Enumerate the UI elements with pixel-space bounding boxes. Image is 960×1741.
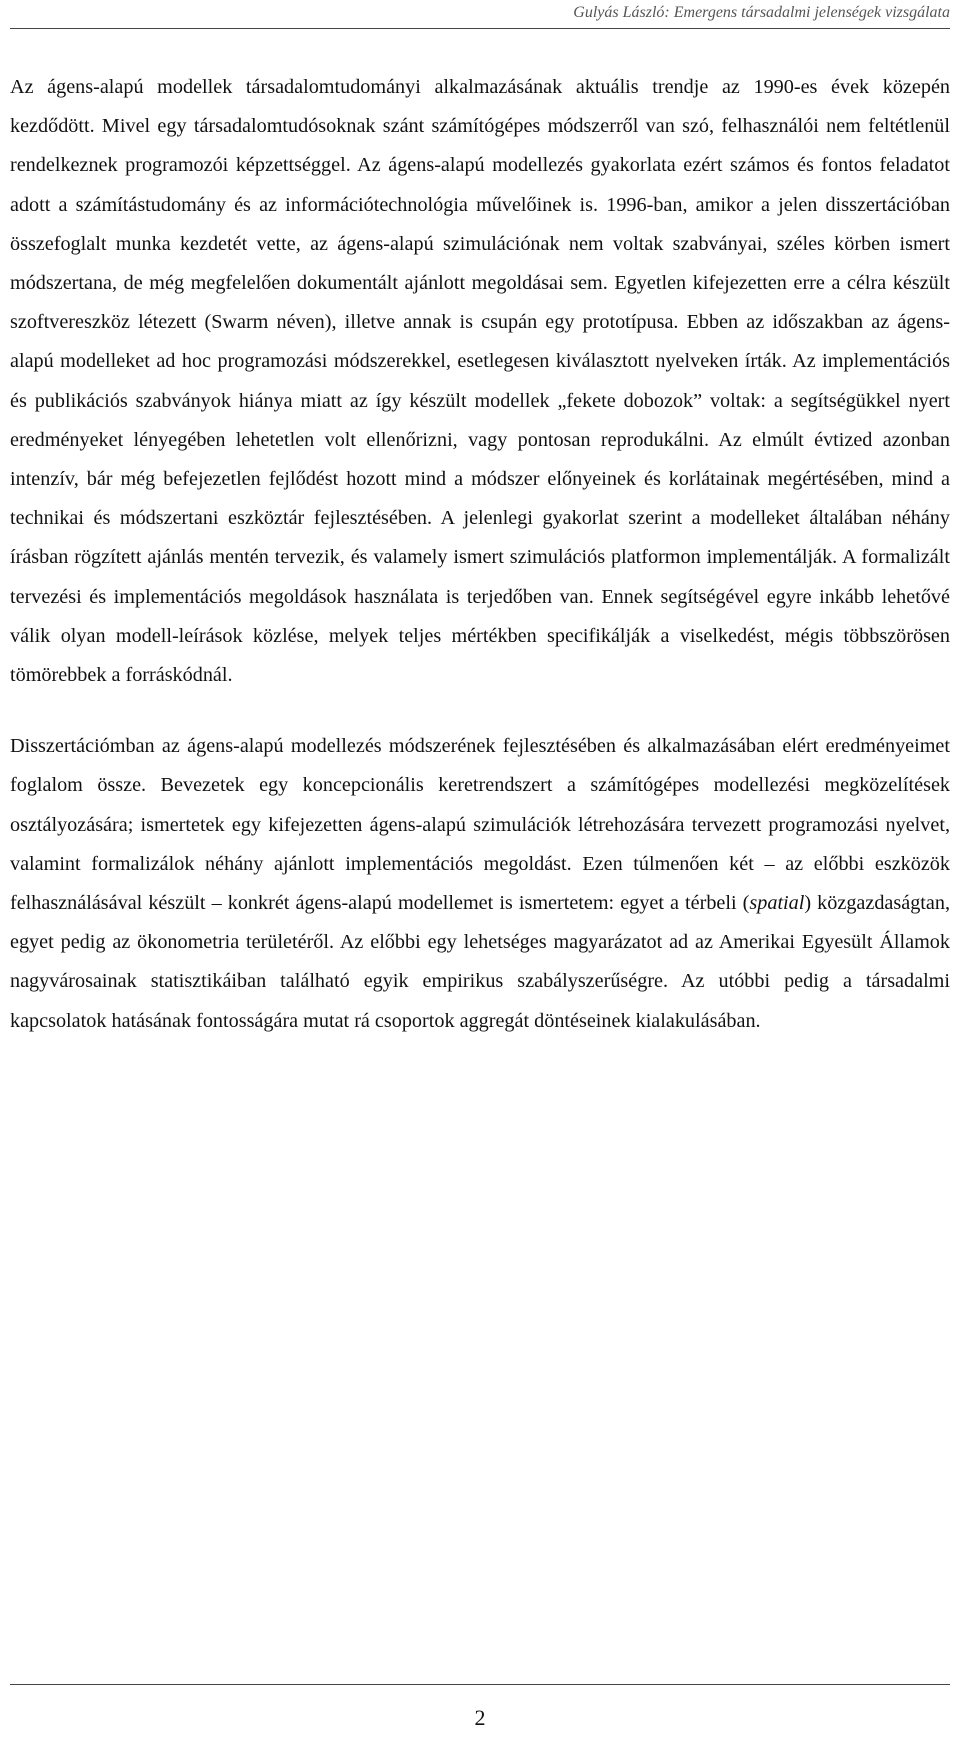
page-number: 2 xyxy=(474,1705,486,1730)
running-title: Gulyás László: Emergens társadalmi jelenségek vizsgálata xyxy=(573,4,950,21)
paragraph-2-part-1: Disszertációmban az ágens-alapú modellezés módszerének fejlesztésében és alkalmazásában elért eredményeimet foglalom össze. Bevezetek egy koncepcionális keretrendszert a számítógépes modellezési megközelítések osztályozására; ismertetek egy kifejezetten ágens-alapú szimulációk létrehozására tervezett programozási nyelvet, valamint formalizálok néhány ajánlott implementációs megoldást. Ezen túlmenően két – az előbbi eszközök felhasználásával készült – konkrét ágens-alapú modellemet is ismertetem: egyet a térbeli ( xyxy=(10,735,950,915)
page-footer xyxy=(10,1684,950,1741)
running-header xyxy=(10,2,950,29)
paragraph-1: Az ágens-alapú modellek társadalomtudományi alkalmazásának aktuális trendje az 1990-es évek közepén kezdődött. Mivel egy társadalomtudósoknak szánt számítógépes módszerről van szó, felhasználói nem feltétlenül rendelkeznek programozói képzettséggel. Az ágens-alapú modellezés gyakorlata ezért számos és fontos feladatot adott a számítástudomány és az információtechnológia művelőinek is. 1996-ban, amikor a jelen disszertációban összefoglalt munka kezdetét vette, az ágens-alapú szimulációnak nem voltak szabványai, széles körben ismert módszertana, de még megfelelően dokumentált ajánlott megoldásai sem. Egyetlen kifejezetten erre a célra készült szoftvereszköz létezett (Swarm néven), illetve annak is csupán egy prototípusa. Ebben az időszakban az ágens-alapú modelleket ad hoc programozási módszerekkel, esetlegesen kiválasztott nyelveken írták. Az implementációs és publikációs szabványok hiánya miatt az így készült modellek „fekete dobozok” voltak: a segítségükkel nyert eredményeket lényegében lehetetlen volt ellenőrizni, vagy pontosan reprodukálni. Az elmúlt évtized azonban intenzív, bár még befejezetlen fejlődést hozott mind a módszer előnyeinek és korlátainak megértésében, mind a technikai és módszertani eszköztár fejlesztésében. A jelenlegi gyakorlat szerint a modelleket általában néhány írásban rögzített ajánlás mentén tervezik, és valamely ismert szimulációs platformon implementálják. A formalizált tervezési és implementációs megoldások használata is terjedőben van. Ennek segítségével egyre inkább lehetővé válik olyan modell-leírások közlése, melyek teljes mértékben specifikálják a viselkedést, mégis többszörösen tömörebbek a forráskódnál. xyxy=(10,76,950,687)
paragraph-2 xyxy=(10,727,950,1041)
body-text xyxy=(10,68,950,1041)
paragraph-2-italic-term: spatial xyxy=(749,892,805,915)
paragraph-2-part-2: ) közgazdaságtan, egyet pedig az ökonometria területéről. Az előbbi egy lehetséges magyarázatot ad az Amerikai Egyesült Államok nagyvárosainak statisztikáiban található egyik empirikus szabályszerűségre. Az utóbbi pedig a társadalmi kapcsolatok hatásának fontosságára mutat rá csoportok aggregát döntéseinek kialakulásában. xyxy=(10,892,951,1032)
